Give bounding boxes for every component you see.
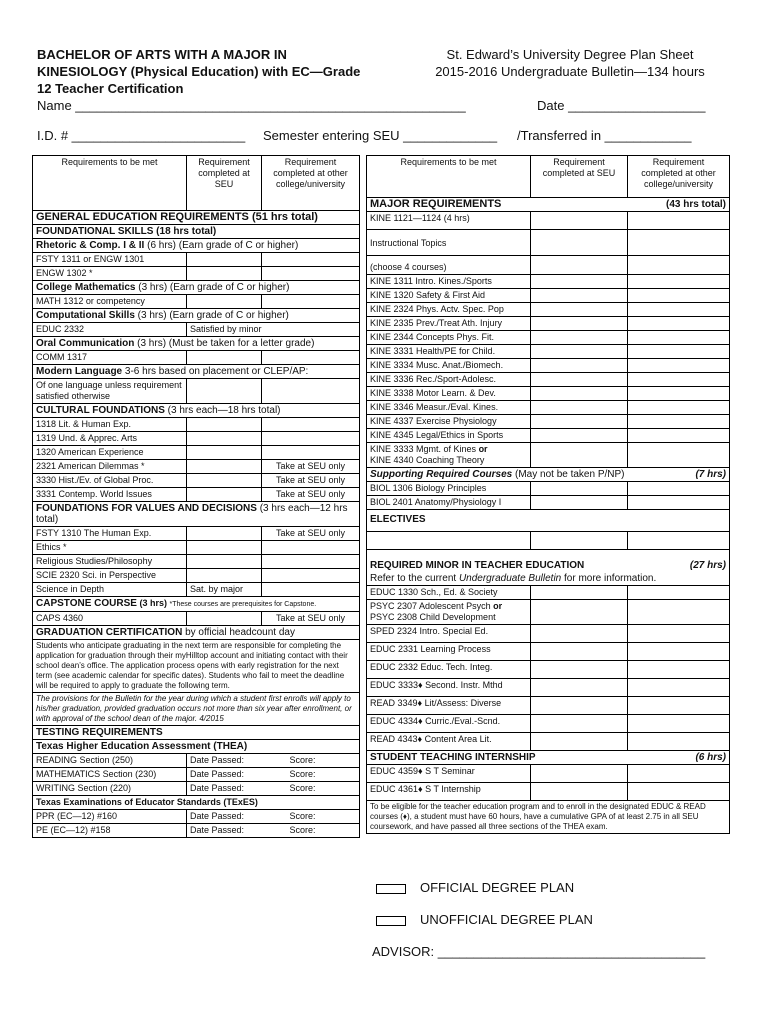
seu-cell[interactable]	[187, 351, 262, 365]
other-cell[interactable]	[628, 331, 730, 345]
course-cell: KINE 2344 Concepts Phys. Fit.	[367, 331, 531, 345]
seu-cell[interactable]	[531, 230, 628, 256]
unofficial-plan-option[interactable]: UNOFFICIAL DEGREE PLAN	[376, 912, 593, 927]
satisfied-cell: Satisfied by minor	[187, 323, 360, 337]
other-cell[interactable]	[628, 443, 730, 468]
other-cell[interactable]	[628, 359, 730, 373]
other-cell[interactable]	[628, 697, 730, 715]
seu-cell[interactable]	[531, 359, 628, 373]
course-cell: Religious Studies/Philosophy	[33, 555, 187, 569]
seu-cell[interactable]	[531, 661, 628, 679]
seu-cell[interactable]	[531, 387, 628, 401]
course-cell: PSYC 2307 Adolescent Psych or PSYC 2308 Child Development	[367, 600, 531, 625]
score-field[interactable]: Score:	[262, 824, 360, 838]
course-cell: EDUC 4359♦ S T Seminar	[367, 765, 531, 783]
seu-cell[interactable]	[531, 715, 628, 733]
date-passed-field[interactable]: Date Passed:	[187, 810, 262, 824]
course-cell: KINE 3331 Health/PE for Child.	[367, 345, 531, 359]
seu-cell[interactable]	[531, 783, 628, 801]
other-cell[interactable]	[628, 765, 730, 783]
seu-cell[interactable]	[531, 482, 628, 496]
score-field[interactable]: Score:	[262, 768, 360, 782]
semester-field[interactable]: Semester entering SEU _____________	[263, 128, 498, 143]
section-hours: (43 hrs total)	[628, 198, 730, 212]
course-cell: EDUC 2331 Learning Process	[367, 643, 531, 661]
seu-cell[interactable]	[531, 303, 628, 317]
course-cell: 1319 Und. & Apprec. Arts	[33, 432, 187, 446]
other-cell[interactable]	[262, 432, 360, 446]
section-heading: TESTING REQUIREMENTS	[33, 726, 360, 740]
course-cell: MATH 1312 or competency	[33, 295, 187, 309]
advisor-field[interactable]: ADVISOR: _____________________________________	[372, 944, 706, 959]
seu-cell[interactable]	[531, 532, 628, 550]
col-header: Requirements to be met	[33, 156, 187, 211]
col-header: Requirement completed at SEU	[187, 156, 262, 211]
date-passed-field[interactable]: Date Passed:	[187, 782, 262, 796]
other-cell[interactable]	[628, 643, 730, 661]
subsection-heading: Texas Higher Education Assessment (THEA)	[33, 740, 360, 754]
course-cell: READ 4343♦ Content Area Lit.	[367, 733, 531, 751]
other-cell[interactable]	[628, 289, 730, 303]
date-passed-field[interactable]: Date Passed:	[187, 768, 262, 782]
section-heading: CAPSTONE COURSE (3 hrs) *These courses are prerequisites for Capstone.	[33, 597, 360, 612]
score-field[interactable]: Score:	[262, 810, 360, 824]
other-cell[interactable]	[628, 345, 730, 359]
course-cell: SPED 2324 Intro. Special Ed.	[367, 625, 531, 643]
seu-cell[interactable]	[531, 345, 628, 359]
col-header: Requirement completed at other college/university	[262, 156, 360, 211]
section-heading: GENERAL EDUCATION REQUIREMENTS (51 hrs total)	[33, 211, 360, 225]
other-cell[interactable]	[628, 600, 730, 625]
other-cell[interactable]	[628, 482, 730, 496]
seu-cell[interactable]	[531, 697, 628, 715]
test-cell: READING Section (250)	[33, 754, 187, 768]
course-cell: KINE 3338 Motor Learn. & Dev.	[367, 387, 531, 401]
seu-cell[interactable]	[187, 569, 262, 583]
course-cell: 3330 Hist./Ev. of Global Proc.	[33, 474, 187, 488]
date-passed-field[interactable]: Date Passed:	[187, 754, 262, 768]
course-cell: KINE 3334 Musc. Anat./Biomech.	[367, 359, 531, 373]
subsection-heading: College Mathematics (3 hrs) (Earn grade of C or higher)	[33, 281, 360, 295]
seu-cell[interactable]	[187, 295, 262, 309]
seu-cell[interactable]	[531, 415, 628, 429]
other-cell[interactable]	[628, 783, 730, 801]
course-cell: KINE 1121—1124 (4 hrs)	[367, 212, 531, 230]
seu-cell[interactable]	[531, 289, 628, 303]
seu-cell[interactable]	[531, 643, 628, 661]
student-teaching-note: To be eligible for the teacher education program and to enroll in the designated EDUC & READ courses (♦), a student must have 60 hours, have a cumulative GPA of at least 2.75 in all SEU coursework, and have passed all three sections of the THEA exam.	[367, 801, 730, 834]
subsection-heading: Modern Language 3-6 hrs based on placement or CLEP/AP:	[33, 365, 360, 379]
col-header: Requirement completed at SEU	[531, 156, 628, 198]
course-cell: READ 3349♦ Lit/Assess: Diverse	[367, 697, 531, 715]
other-cell[interactable]	[628, 373, 730, 387]
section-hours: (6 hrs)	[628, 751, 730, 765]
course-cell: Science in Depth	[33, 583, 187, 597]
other-cell[interactable]	[262, 555, 360, 569]
take-seu-note: Take at SEU only	[262, 488, 360, 502]
seu-cell[interactable]	[187, 488, 262, 502]
other-cell[interactable]	[628, 401, 730, 415]
course-cell: 3331 Contemp. World Issues	[33, 488, 187, 502]
score-field[interactable]: Score:	[262, 754, 360, 768]
seu-cell[interactable]	[531, 317, 628, 331]
section-heading: FOUNDATIONS FOR VALUES AND DECISIONS (3 hrs each—12 hrs total)	[33, 502, 360, 527]
course-cell: (choose 4 courses)	[367, 256, 531, 275]
course-cell: Ethics *	[33, 541, 187, 555]
seu-cell[interactable]	[531, 496, 628, 510]
section-heading: Supporting Required Courses (May not be taken P/NP)	[367, 468, 628, 482]
seu-cell[interactable]	[531, 429, 628, 443]
course-cell: EDUC 2332	[33, 323, 187, 337]
seu-cell[interactable]	[187, 267, 262, 281]
course-cell: KINE 2335 Prev./Treat Ath. Injury	[367, 317, 531, 331]
seu-cell[interactable]	[187, 253, 262, 267]
course-cell: KINE 3346 Measur./Eval. Kines.	[367, 401, 531, 415]
seu-cell[interactable]	[187, 541, 262, 555]
course-cell: KINE 1311 Intro. Kines./Sports	[367, 275, 531, 289]
course-cell: KINE 3333 Mgmt. of Kines or KINE 4340 Coaching Theory	[367, 443, 531, 468]
course-cell: Of one language unless requirement satisfied otherwise	[33, 379, 187, 404]
test-cell: MATHEMATICS Section (230)	[33, 768, 187, 782]
take-seu-note: Take at SEU only	[262, 460, 360, 474]
other-cell[interactable]	[262, 541, 360, 555]
seu-cell[interactable]	[187, 418, 262, 432]
other-cell[interactable]	[262, 253, 360, 267]
course-cell: KINE 2324 Phys. Actv. Spec. Pop	[367, 303, 531, 317]
seu-cell[interactable]	[187, 474, 262, 488]
take-seu-note: Take at SEU only	[262, 474, 360, 488]
other-cell[interactable]	[628, 715, 730, 733]
take-seu-note: Take at SEU only	[262, 527, 360, 541]
score-field[interactable]: Score:	[262, 782, 360, 796]
other-cell[interactable]	[628, 317, 730, 331]
other-cell[interactable]	[628, 733, 730, 751]
seu-cell[interactable]	[187, 446, 262, 460]
seu-cell[interactable]	[531, 600, 628, 625]
other-cell[interactable]	[628, 532, 730, 550]
other-cell[interactable]	[262, 267, 360, 281]
subsection-heading: Oral Communication (3 hrs) (Must be taken for a letter grade)	[33, 337, 360, 351]
other-cell[interactable]	[262, 418, 360, 432]
other-cell[interactable]	[628, 415, 730, 429]
seu-cell[interactable]	[531, 625, 628, 643]
other-cell[interactable]	[628, 679, 730, 697]
other-cell[interactable]	[628, 256, 730, 275]
official-plan-option[interactable]: OFFICIAL DEGREE PLAN	[376, 880, 574, 895]
section-heading: FOUNDATIONAL SKILLS (18 hrs total)	[33, 225, 360, 239]
unofficial-checkbox[interactable]	[376, 916, 406, 926]
other-cell[interactable]	[628, 429, 730, 443]
course-cell: EDUC 4334♦ Curric./Eval.-Scnd.	[367, 715, 531, 733]
other-cell[interactable]	[628, 303, 730, 317]
section-heading: REQUIRED MINOR IN TEACHER EDUCATION	[367, 550, 628, 573]
seu-cell[interactable]	[531, 586, 628, 600]
seu-cell[interactable]	[531, 443, 628, 468]
course-cell: ENGW 1302 *	[33, 267, 187, 281]
sat-major-note: Sat. by major	[187, 583, 262, 597]
name-date-line	[37, 98, 727, 113]
other-cell[interactable]	[628, 661, 730, 679]
plan-title: BACHELOR OF ARTS WITH A MAJOR IN KINESIOLOGY (Physical Education) with EC—Grade 12 Teacher Certification	[37, 47, 361, 96]
name-field[interactable]: Name ______________________________________________________	[37, 98, 466, 113]
course-cell: KINE 4345 Legal/Ethics in Sports	[367, 429, 531, 443]
course-cell: EDUC 4361♦ S T Internship	[367, 783, 531, 801]
course-cell: EDUC 3333♦ Second. Instr. Mthd	[367, 679, 531, 697]
course-cell: COMM 1317	[33, 351, 187, 365]
other-cell[interactable]	[628, 387, 730, 401]
transferred-field[interactable]: /Transferred in ____________	[517, 128, 692, 143]
id-line	[37, 128, 727, 143]
subsection-heading: Rhetoric & Comp. I & II (6 hrs) (Earn grade of C or higher)	[33, 239, 360, 253]
seu-cell[interactable]	[531, 256, 628, 275]
other-cell[interactable]	[628, 625, 730, 643]
id-field[interactable]: I.D. # ________________________	[37, 128, 246, 143]
provisions-text: The provisions for the Bulletin for the year during which a student first enrolls will apply to his/her graduation, provided graduation occurs not more than six year after enrollment, or with approval of the school dean of the major. 4/2015	[33, 693, 360, 726]
other-cell[interactable]	[262, 295, 360, 309]
subsection-heading: Texas Examinations of Educator Standards (TExES)	[33, 796, 360, 810]
seu-cell[interactable]	[187, 432, 262, 446]
university-header: St. Edward’s University Degree Plan Sheet 2015-2016 Undergraduate Bulletin—134 hours	[435, 47, 705, 79]
course-cell: EDUC 2332 Educ. Tech. Integ.	[367, 661, 531, 679]
course-cell: KINE 4337 Exercise Physiology	[367, 415, 531, 429]
seu-cell[interactable]	[531, 275, 628, 289]
course-cell: FSTY 1311 or ENGW 1301	[33, 253, 187, 267]
graduation-text: Students who anticipate graduating in the next term are responsible for completing the application for graduation through their myHilltop account and initiating contact with their school dean’s office. The application process opens with early registration for the next term (see academic calendar for specific dates). Students who fail to meet the deadline will be required to apply to graduate the following term.	[33, 640, 360, 693]
other-cell[interactable]	[628, 496, 730, 510]
seu-cell[interactable]	[531, 212, 628, 230]
test-cell: PE (EC—12) #158	[33, 824, 187, 838]
seu-cell[interactable]	[531, 679, 628, 697]
course-cell: KINE 1320 Safety & First Aid	[367, 289, 531, 303]
seu-cell[interactable]	[187, 460, 262, 474]
section-hours: (27 hrs)	[628, 550, 730, 573]
other-cell[interactable]	[628, 586, 730, 600]
course-cell: 1320 American Experience	[33, 446, 187, 460]
date-field[interactable]: Date ___________________	[537, 98, 706, 113]
course-cell: KINE 3336 Rec./Sport-Adolesc.	[367, 373, 531, 387]
elective-cell[interactable]	[367, 532, 531, 550]
take-seu-note: Take at SEU only	[262, 612, 360, 626]
course-cell: FSTY 1310 The Human Exp.	[33, 527, 187, 541]
other-cell[interactable]	[262, 379, 360, 404]
section-heading: MAJOR REQUIREMENTS	[367, 198, 628, 212]
seu-cell[interactable]	[531, 373, 628, 387]
seu-cell[interactable]	[187, 527, 262, 541]
other-cell[interactable]	[628, 212, 730, 230]
subsection-heading: Computational Skills (3 hrs) (Earn grade of C or higher)	[33, 309, 360, 323]
section-heading: STUDENT TEACHING INTERNSHIP	[367, 751, 628, 765]
other-cell[interactable]	[262, 583, 360, 597]
course-cell: 2321 American Dilemmas *	[33, 460, 187, 474]
course-cell: CAPS 4360	[33, 612, 187, 626]
section-heading: GRADUATION CERTIFICATION by official headcount day	[33, 626, 360, 640]
course-cell: BIOL 1306 Biology Principles	[367, 482, 531, 496]
other-cell[interactable]	[628, 230, 730, 256]
seu-cell[interactable]	[531, 331, 628, 345]
section-heading: CULTURAL FOUNDATIONS (3 hrs each—18 hrs total)	[33, 404, 360, 418]
seu-cell[interactable]	[187, 612, 262, 626]
other-cell[interactable]	[262, 446, 360, 460]
seu-cell[interactable]	[531, 401, 628, 415]
course-cell: BIOL 2401 Anatomy/Physiology I	[367, 496, 531, 510]
seu-cell[interactable]	[531, 765, 628, 783]
official-checkbox[interactable]	[376, 884, 406, 894]
seu-cell[interactable]	[187, 555, 262, 569]
other-cell[interactable]	[262, 569, 360, 583]
date-passed-field[interactable]: Date Passed:	[187, 824, 262, 838]
col-header: Requirement completed at other college/university	[628, 156, 730, 198]
test-cell: PPR (EC—12) #160	[33, 810, 187, 824]
general-education-table	[32, 155, 360, 838]
major-requirements-table	[366, 155, 730, 834]
course-cell: Instructional Topics	[367, 230, 531, 256]
other-cell[interactable]	[628, 275, 730, 289]
course-cell: EDUC 1330 Sch., Ed. & Society	[367, 586, 531, 600]
course-cell: 1318 Lit. & Human Exp.	[33, 418, 187, 432]
test-cell: WRITING Section (220)	[33, 782, 187, 796]
section-hours: (7 hrs)	[628, 468, 730, 482]
seu-cell[interactable]	[187, 379, 262, 404]
minor-note: Refer to the current Undergraduate Bulletin for more information.	[367, 572, 730, 586]
course-cell: SCIE 2320 Sci. in Perspective	[33, 569, 187, 583]
seu-cell[interactable]	[531, 733, 628, 751]
col-header: Requirements to be met	[367, 156, 531, 198]
section-heading: ELECTIVES	[367, 510, 730, 532]
other-cell[interactable]	[262, 351, 360, 365]
